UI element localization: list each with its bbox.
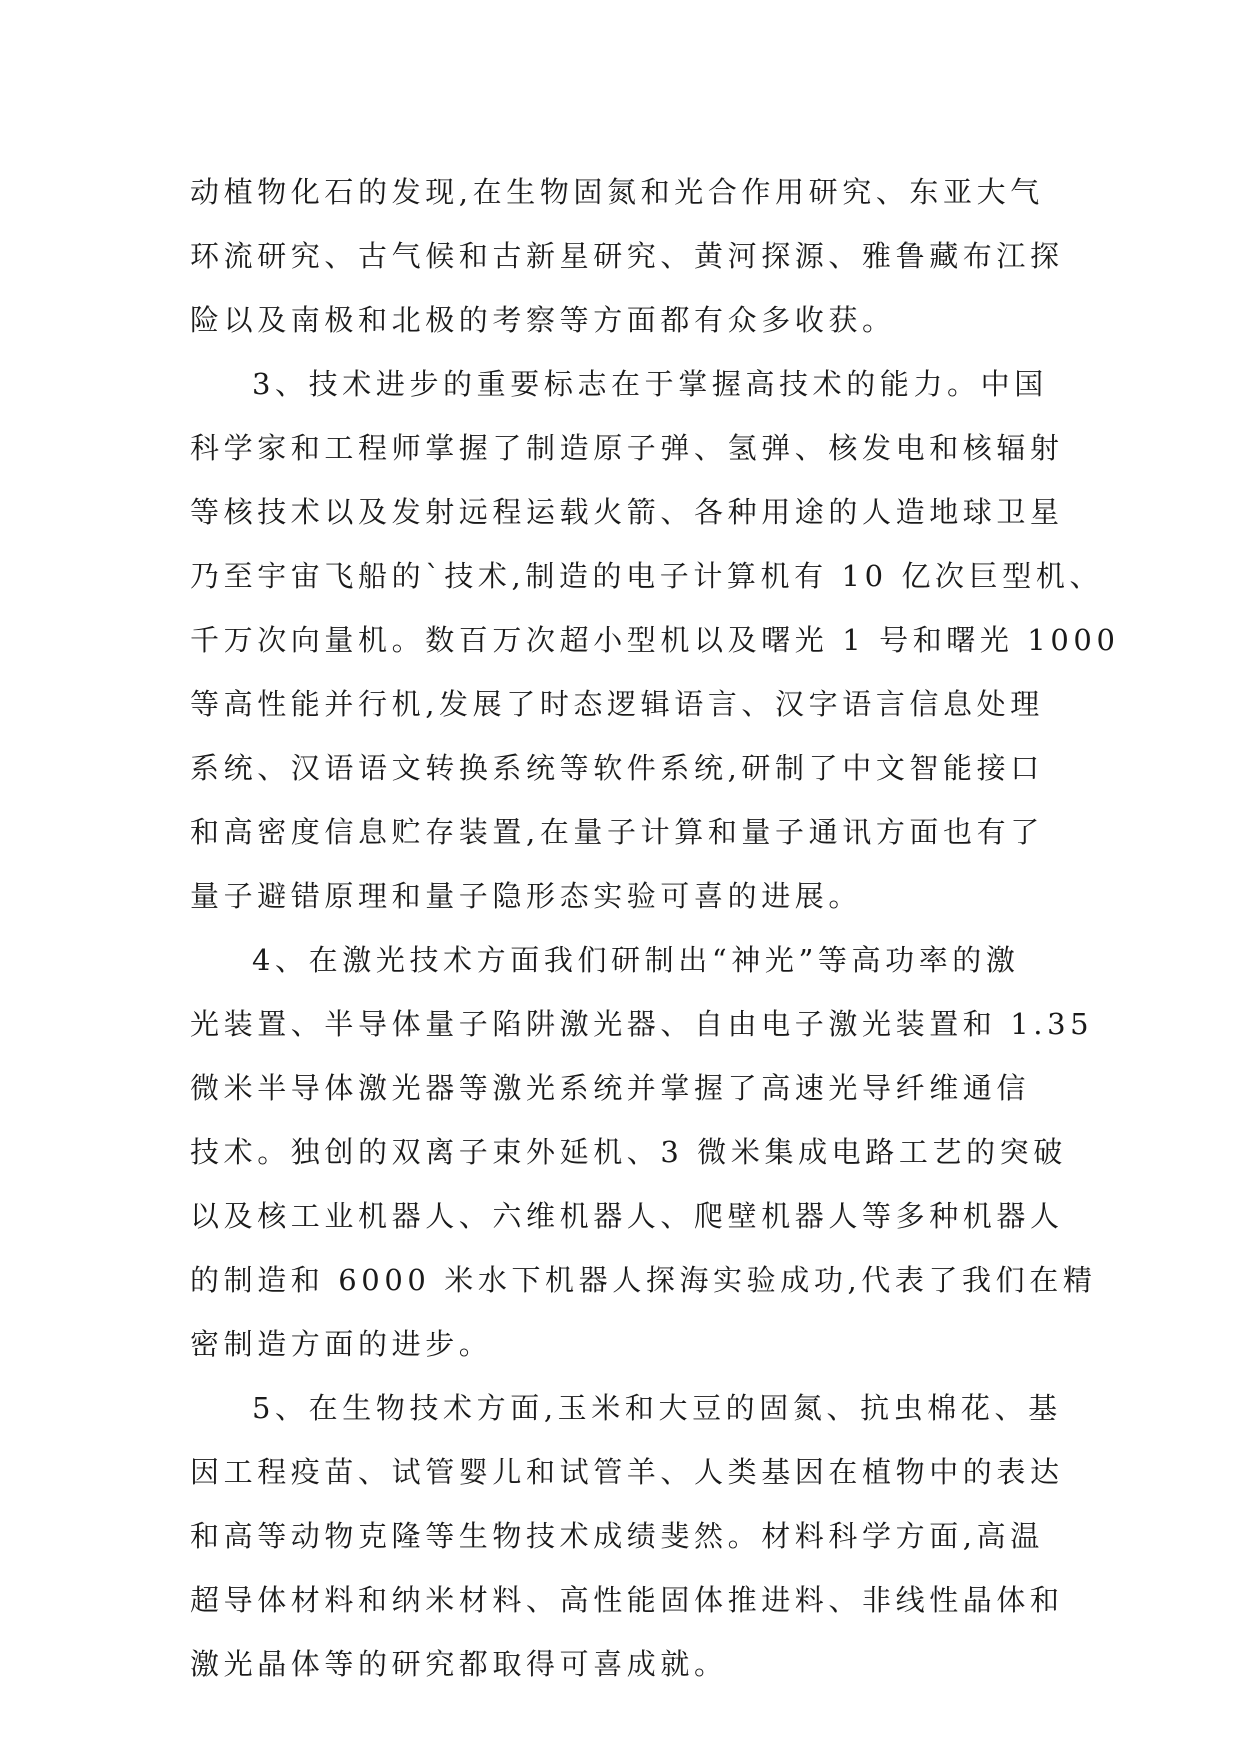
text-line: 环流研究、古气候和古新星研究、黄河探源、雅鲁藏布江探 (190, 239, 1064, 273)
text-line: 险以及南极和北极的考察等方面都有众多收获。 (190, 303, 896, 337)
text-line: 光装置、半导体量子陷阱激光器、自由电子激光装置和 1.35 (190, 1007, 1094, 1041)
body-text (190, 160, 1120, 1696)
paragraph-continuation (190, 160, 1090, 352)
text-line: 等高性能并行机,发展了时态逻辑语言、汉字语言信息处理 (190, 687, 1044, 721)
text-line: 5、在生物技术方面,玉米和大豆的固氮、抗虫棉花、基 (252, 1391, 1062, 1425)
text-line: 千万次向量机。数百万次超小型机以及曙光 1 号和曙光 1000 (190, 623, 1120, 657)
text-line: 等核技术以及发射远程运载火箭、各种用途的人造地球卫星 (190, 495, 1064, 529)
text-line: 激光晶体等的研究都取得可喜成就。 (190, 1647, 728, 1681)
paragraph-3 (190, 352, 1120, 928)
text-line: 以及核工业机器人、六维机器人、爬壁机器人等多种机器人 (190, 1199, 1064, 1233)
text-line: 科学家和工程师掌握了制造原子弹、氢弹、核发电和核辐射 (190, 431, 1064, 465)
text-line: 和高密度信息贮存装置,在量子计算和量子通讯方面也有了 (190, 815, 1044, 849)
text-line: 量子避错原理和量子隐形态实验可喜的进展。 (190, 879, 863, 913)
text-line: 4、在激光技术方面我们研制出“神光”等高功率的激 (252, 943, 1020, 977)
text-line: 的制造和 6000 米水下机器人探海实验成功,代表了我们在精 (190, 1263, 1097, 1297)
text-line: 系统、汉语语文转换系统等软件系统,研制了中文智能接口 (190, 751, 1044, 785)
text-line: 微米半导体激光器等激光系统并掌握了高速光导纤维通信 (190, 1071, 1031, 1105)
text-line: 超导体材料和纳米材料、高性能固体推进料、非线性晶体和 (190, 1583, 1064, 1617)
text-line: 和高等动物克隆等生物技术成绩斐然。材料科学方面,高温 (190, 1519, 1044, 1553)
paragraph-4 (190, 928, 1097, 1376)
text-line: 技术。独创的双离子束外延机、3 微米集成电路工艺的突破 (190, 1135, 1067, 1169)
paragraph-5 (190, 1376, 1090, 1696)
text-line: 3、技术进步的重要标志在于掌握高技术的能力。中国 (252, 367, 1048, 401)
text-line: 密制造方面的进步。 (190, 1327, 493, 1361)
text-line: 乃至宇宙飞船的`技术,制造的电子计算机有 10 亿次巨型机、 (190, 559, 1104, 593)
text-line: 动植物化石的发现,在生物固氮和光合作用研究、东亚大气 (190, 175, 1044, 209)
text-line: 因工程疫苗、试管婴儿和试管羊、人类基因在植物中的表达 (190, 1455, 1064, 1489)
